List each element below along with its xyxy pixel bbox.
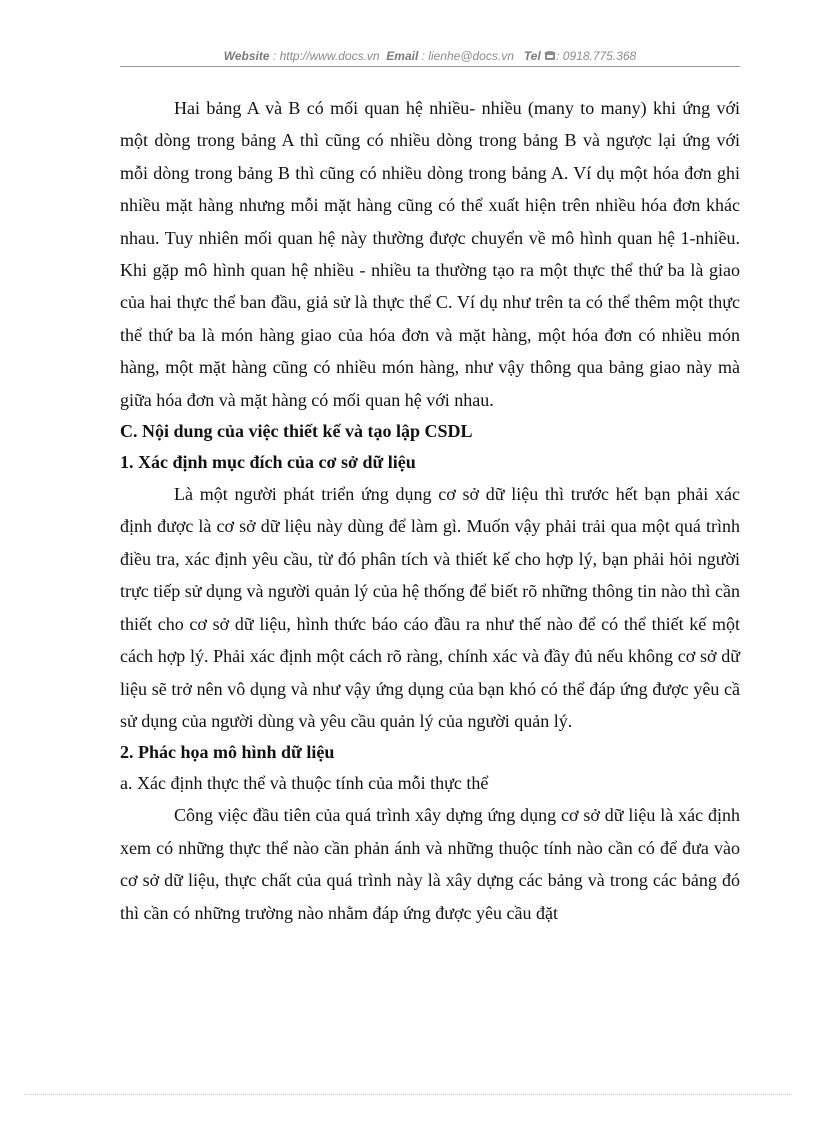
section-heading-2: 2. Phác họa mô hình dữ liệu bbox=[120, 742, 335, 763]
paragraph-many-to-many: Hai bảng A và B có mối quan hệ nhiều- nhiều (many to many) khi ứng với một dòng trong bảng A thì cũng có nhiều dòng trong bảng B và ngược lại ứng với mỗi dòng trong bảng B thì cũng có nhiều dòng trong bảng A. Ví dụ một hóa đơn ghi nhiều mặt hàng nhưng mỗi mặt hàng cũng có thể xuất hiện trên nhiều hóa đơn khác nhau. Tuy nhiên mối quan hệ này thường được chuyển về mô hình quan hệ 1-nhiều. Khi gặp mô hình quan hệ nhiều - nhiều ta thường tạo ra một thực thể thứ ba là giao của hai thực thể ban đầu, giả sử là thực thể C. Ví dụ như trên ta có thể thêm một thực thể thứ ba là món hàng giao của hóa đơn và mặt hàng, một hóa đơn có nhiều món hàng, một mặt hàng cũng có nhiều món hàng, như vậy thông qua bảng giao này mà giữa hóa đơn và mặt hàng có mối quan hệ với nhau. bbox=[120, 98, 740, 410]
page-header bbox=[120, 48, 740, 64]
section-heading-1: 1. Xác định mục đích của cơ sở dữ liệu bbox=[120, 452, 416, 473]
website-label: Website bbox=[223, 49, 270, 63]
footer-divider bbox=[24, 1094, 792, 1095]
tel-label: Tel bbox=[523, 49, 541, 63]
subsection-heading-a: a. Xác định thực thể và thuộc tính của mỗi thực thể bbox=[120, 773, 489, 794]
paragraph-purpose: Là một người phát triển ứng dụng cơ sở dữ liệu thì trước hết bạn phải xác định được là cơ sở dữ liệu này dùng để làm gì. Muốn vậy phải trải qua một quá trình điều tra, xác định yêu cầu, từ đó phân tích và thiết kế cho hợp lý, bạn phải hỏi người trực tiếp sử dụng và người quản lý của hệ thống để biết rõ những thông tin nào thì cần thiết cho cơ sở dữ liệu, hình thức báo cáo đầu ra như thế nào để có thể thiết kế một cách hợp lý. Phải xác định một cách rõ ràng, chính xác và đầy đủ nếu không cơ sở dữ liệu sẽ trở nên vô dụng và như vậy ứng dụng của bạn khó có thể đáp ứng được yêu cầ sử dụng của người dùng và yêu cầu quản lý của người quản lý. bbox=[120, 484, 740, 731]
email-label: Email bbox=[386, 49, 419, 63]
phone-icon bbox=[544, 50, 556, 61]
tel-number: : 0918.775.368 bbox=[556, 49, 637, 63]
document-body bbox=[120, 92, 740, 929]
section-heading-c: C. Nội dung của việc thiết kế và tạo lập CSDL bbox=[120, 421, 473, 442]
header-divider bbox=[120, 66, 740, 67]
paragraph-entities: Công việc đầu tiên của quá trình xây dựng ứng dụng cơ sở dữ liệu là xác định xem có những thực thể nào cần phản ánh và những thuộc tính nào cần có để đưa vào cơ sở dữ liệu, thực chất của quá trình này là xây dựng các bảng và trong các bảng đó thì cần có những trường nào nhằm đáp ứng được yêu cầu đặt bbox=[120, 805, 740, 923]
email-address: : lienhe@docs.vn bbox=[418, 49, 514, 63]
website-url: : http://www.docs.vn bbox=[269, 49, 380, 63]
